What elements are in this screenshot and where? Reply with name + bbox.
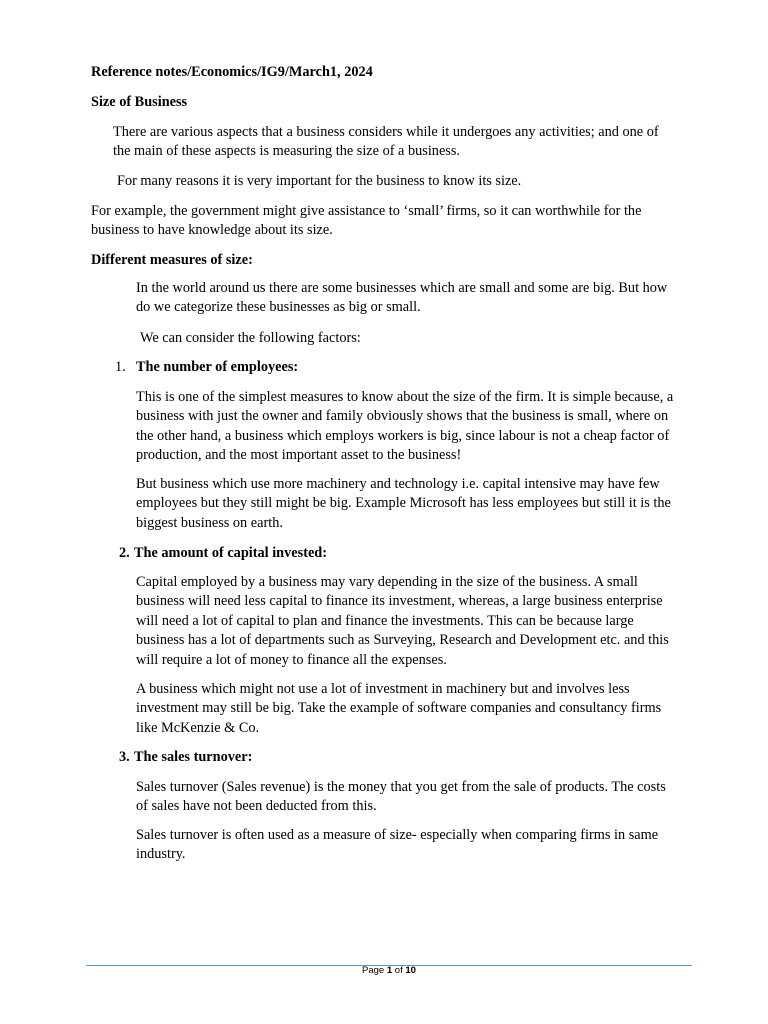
footer-current-page: 1 [386,965,393,976]
factor-number: 3. [119,749,130,765]
factor-heading-employees [115,358,675,378]
factor-number: 1. [115,359,126,375]
factor-2-paragraph-2: A business which might not use a lot of investment in machinery but and involves less investment may still be big. Take the example of software companies and consultancy firms like McKenzie & Co. [136,681,662,736]
footer-of-word: of [394,965,403,976]
section-title: Size of Business [91,94,188,110]
factor-number: 2. [119,545,130,561]
factor-3-paragraph-1: Sales turnover (Sales revenue) is the money that you get from the sale of products. The costs of sales have not been deducted from this. [136,779,666,815]
factor-heading-sales-turnover [119,748,679,768]
reference-header: Reference notes/Economics/IG9/March1, 2024 [91,64,373,80]
factor-1-paragraph-2: But business which use more machinery and technology i.e. capital intensive may have few employees but they still might be big. Example Microsoft has less employees but still it is the biggest business on earth. [136,476,671,531]
factor-3-paragraph-2: Sales turnover is often used as a measure of size- especially when comparing firms in same industry. [136,827,659,863]
factor-2-paragraph-1: Capital employed by a business may vary depending in the size of the business. A small business will need less capital to finance its investment, whereas, a large business enterprise will need a lot of capital to plan and finance the investments. This can be because large business has a lot of departments such as Surveying, Research and Development etc. and this will require a lot of money to finance all the expenses. [136,574,669,668]
factor-title: The amount of capital invested: [134,545,328,561]
factor-title: The sales turnover: [134,749,253,765]
factor-1-paragraph-1: This is one of the simplest measures to know about the size of the firm. It is simple because, a business with just the owner and family obviously shows that the business is small, where on the other hand, a business which employs workers is big, since labour is not a cheap factor of production, and the most important asset to the business! [136,389,674,464]
measures-paragraph-2: We can consider the following factors: [140,330,361,346]
intro-paragraph-1: There are various aspects that a business considers while it undergoes any activities; and one of the main of these aspects is measuring the size of a business. [113,124,659,160]
measures-paragraph-1: In the world around us there are some businesses which are small and some are big. But how do we categorize these businesses as big or small. [136,280,668,316]
intro-paragraph-2: For many reasons it is very important for the business to know its size. [117,173,522,189]
footer-total-pages: 10 [405,965,416,976]
measures-heading: Different measures of size: [91,252,253,268]
factor-title: The number of employees: [136,359,299,375]
footer-page-word: Page [362,965,385,976]
page-footer [0,964,768,978]
factor-heading-capital [119,544,679,564]
intro-paragraph-3: For example, the government might give assistance to ‘small’ firms, so it can worthwhile for the business to have knowledge about its size. [91,203,642,239]
